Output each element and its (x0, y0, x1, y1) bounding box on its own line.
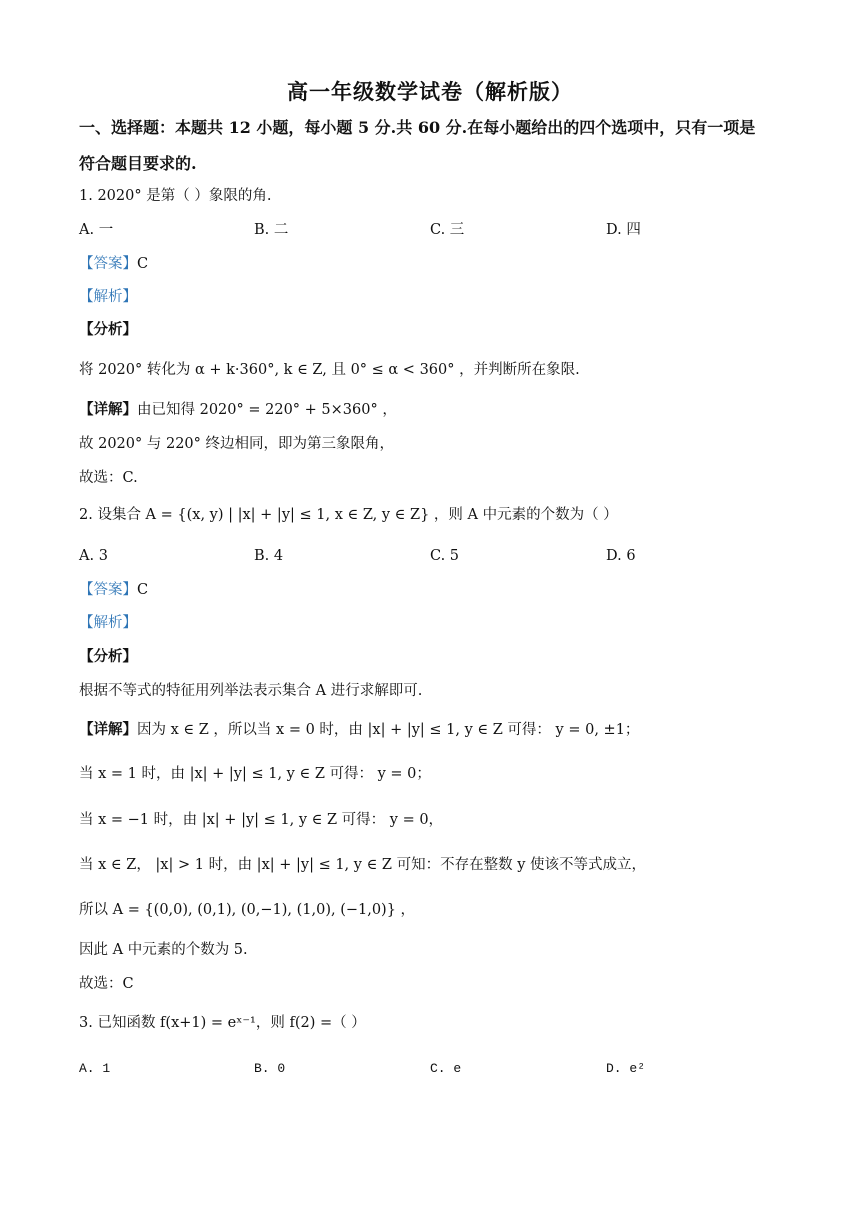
q3-option-b: B. 0 (254, 1061, 286, 1076)
q2-detail-line3: 当 x = −1 时，由 |x| + |y| ≤ 1, y ∈ Z 可得： y = 0， (79, 812, 444, 828)
q1-fenxi: 将 2020° 转化为 α + k·360°, k ∈ Z, 且 0° ≤ α < 360° ，并判断所在象限. (79, 362, 580, 378)
q3-stem: 3. 已知函数 f(x+1) = eˣ⁻¹，则 f(2) =（ ） (79, 1015, 366, 1031)
q3-option-c: C. e (430, 1061, 462, 1076)
q2-detail-line2: 当 x = 1 时，由 |x| + |y| ≤ 1, y ∈ Z 可得： y = 0； (79, 766, 431, 782)
detail-text: 由已知得 2020° = 220° + 5×360° ， (137, 402, 397, 418)
answer-tag: 【答案】 (79, 256, 137, 272)
section-header-line1: 一、选择题：本题共 12 小题，每小题 5 分.共 60 分.在每小题给出的四个选项中，只有一项是 (79, 118, 756, 137)
q1-fenxi-tag: 【分析】 (79, 321, 137, 338)
q3-option-a: A. 1 (79, 1061, 111, 1076)
answer-value: C (137, 256, 149, 272)
q2-choose: 故选：C (79, 976, 134, 992)
q1-detail-line1 (79, 400, 397, 420)
q3-option-d: D. e² (606, 1061, 646, 1076)
q2-stem: 2. 设集合 A = {(x, y) | |x| + |y| ≤ 1, x ∈ Z, y ∈ Z} ，则 A 中元素的个数为（ ） (79, 507, 618, 523)
section-header-line2: 符合题目要求的. (79, 154, 197, 173)
q1-choose: 故选：C. (79, 470, 138, 486)
q2-option-b: B. 4 (254, 548, 284, 564)
q1-option-b: B. 二 (254, 222, 289, 238)
detail-tag: 【详解】 (79, 721, 137, 738)
q1-detail-line2: 故 2020° 与 220° 终边相同，即为第三象限角， (79, 436, 395, 452)
q2-detail-line4: 当 x ∈ Z， |x| > 1 时，由 |x| + |y| ≤ 1, y ∈ Z 可知：不存在整数 y 使该不等式成立， (79, 857, 647, 873)
detail-text: 因为 x ∈ Z ，所以当 x = 0 时，由 |x| + |y| ≤ 1, y ∈ Z 可得： y = 0, ±1； (137, 722, 640, 738)
detail-tag: 【详解】 (79, 401, 137, 418)
q2-option-d: D. 6 (606, 548, 636, 564)
q2-detail-line5: 所以 A = {(0,0), (0,1), (0,−1), (1,0), (−1,0)} ， (79, 902, 416, 918)
q1-answer (79, 254, 148, 274)
answer-tag: 【答案】 (79, 582, 137, 598)
q2-answer (79, 580, 148, 600)
page-title: 高一年级数学试卷（解析版） (287, 79, 573, 104)
q2-fenxi-tag: 【分析】 (79, 648, 137, 665)
q2-detail-line1 (79, 720, 639, 740)
q2-option-c: C. 5 (430, 548, 460, 564)
q1-option-c: C. 三 (430, 222, 465, 238)
q2-fenxi: 根据不等式的特征用列举法表示集合 A 进行求解即可. (79, 683, 423, 699)
answer-value: C (137, 582, 149, 598)
q1-option-a: A. 一 (79, 222, 114, 238)
q1-option-d: D. 四 (606, 222, 641, 238)
q2-jiexi-tag: 【解析】 (79, 615, 137, 631)
q2-option-a: A. 3 (79, 548, 108, 564)
q1-stem: 1. 2020° 是第（ ）象限的角. (79, 188, 272, 204)
q2-detail-line6: 因此 A 中元素的个数为 5. (79, 942, 248, 958)
q1-jiexi-tag: 【解析】 (79, 289, 137, 305)
